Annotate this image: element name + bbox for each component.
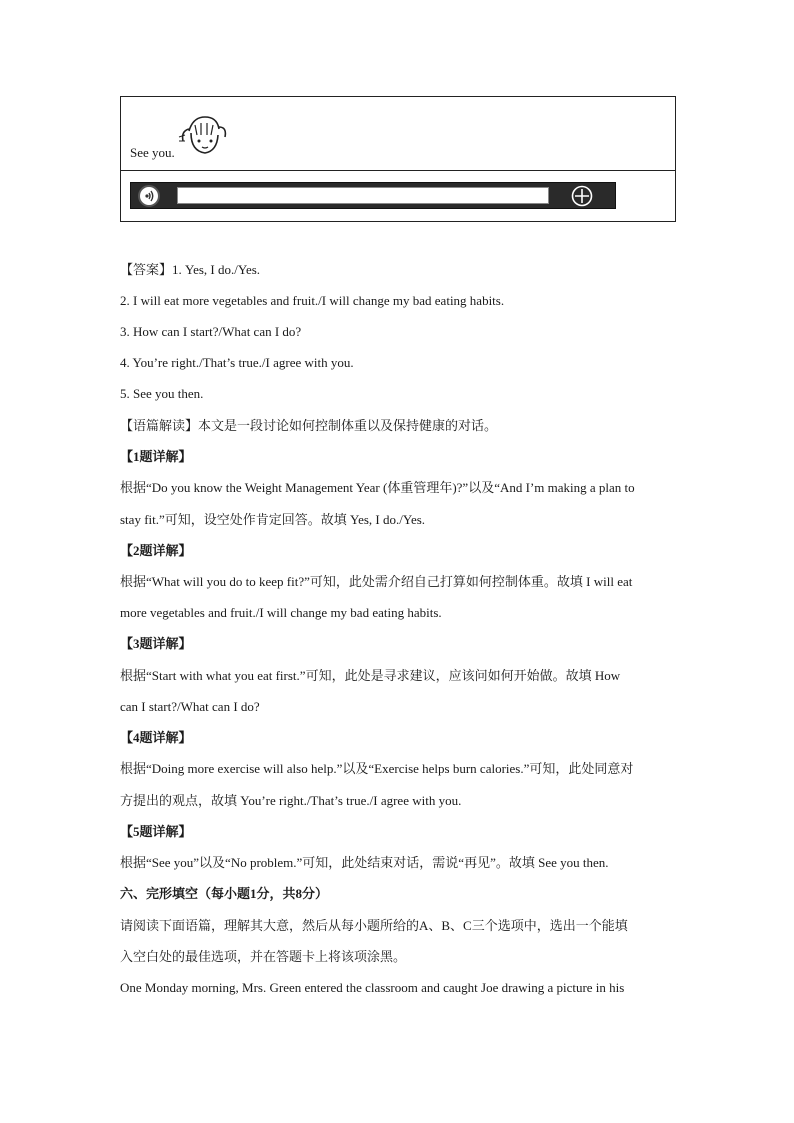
girl-face-icon	[177, 113, 229, 157]
dialogue-row	[121, 97, 675, 171]
section-heading: 【1题详解】	[120, 449, 192, 464]
explanation-line: 根据“Start with what you eat first.”可知，此处是寻求建议，应该问如何开始做。故填 How	[120, 668, 621, 683]
section-title: 六、完形填空（每小题1分，共8分）	[120, 886, 329, 901]
section-heading: 【3题详解】	[120, 636, 192, 651]
answer-line: 5. See you then.	[120, 386, 204, 401]
audio-player	[130, 182, 616, 209]
instruction-line: 请阅读下面语篇，理解其大意，然后从每小题所给的A、B、C三个选项中，选出一个能填	[120, 918, 628, 933]
answer-line: 4. You’re right./That’s true./I agree with you.	[120, 355, 354, 370]
explanation-line: stay fit.”可知，设空处作肯定回答。故填 Yes, I do./Yes.	[120, 512, 426, 527]
explanation-line: more vegetables and fruit./I will change my bad eating habits.	[120, 605, 442, 620]
speaker-icon[interactable]	[138, 185, 160, 207]
explanation-line: 根据“What will you do to keep fit?”可知，此处需介绍自己打算如何控制体重。故填 I will eat	[120, 574, 633, 589]
dialogue-table	[120, 96, 676, 222]
explanation-line: 根据“Doing more exercise will also help.”以及“Exercise helps burn calories.”可知，此处同意对	[120, 761, 634, 776]
explanation-line: 方提出的观点，故填 You’re right./That’s true./I agree with you.	[120, 793, 462, 808]
passage-analysis: 【语篇解读】本文是一段讨论如何控制体重以及保持健康的对话。	[120, 418, 498, 433]
answer-line: 【答案】1. Yes, I do./Yes.	[120, 262, 261, 277]
section-heading: 【5题详解】	[120, 824, 192, 839]
answer-line: 3. How can I start?/What can I do?	[120, 324, 302, 339]
answer-line: 2. I will eat more vegetables and fruit./I will change my bad eating habits.	[120, 293, 505, 308]
audio-progress-bar[interactable]	[177, 187, 549, 204]
instruction-line: 入空白处的最佳选项，并在答题卡上将该项涂黑。	[120, 949, 407, 964]
dialogue-line-see-you: See you.	[130, 145, 175, 160]
explanation-line: 根据“Do you know the Weight Management Year (体重管理年)?”以及“And I’m making a plan to	[120, 480, 635, 495]
plus-icon[interactable]	[571, 185, 593, 207]
section-heading: 【4题详解】	[120, 730, 192, 745]
explanation-line: can I start?/What can I do?	[120, 699, 260, 714]
explanation-line: 根据“See you”以及“No problem.”可知，此处结束对话，需说“再见”。故填 See you then.	[120, 855, 609, 870]
passage-line: One Monday morning, Mrs. Green entered the classroom and caught Joe drawing a picture in his	[120, 980, 625, 995]
section-heading: 【2题详解】	[120, 543, 192, 558]
